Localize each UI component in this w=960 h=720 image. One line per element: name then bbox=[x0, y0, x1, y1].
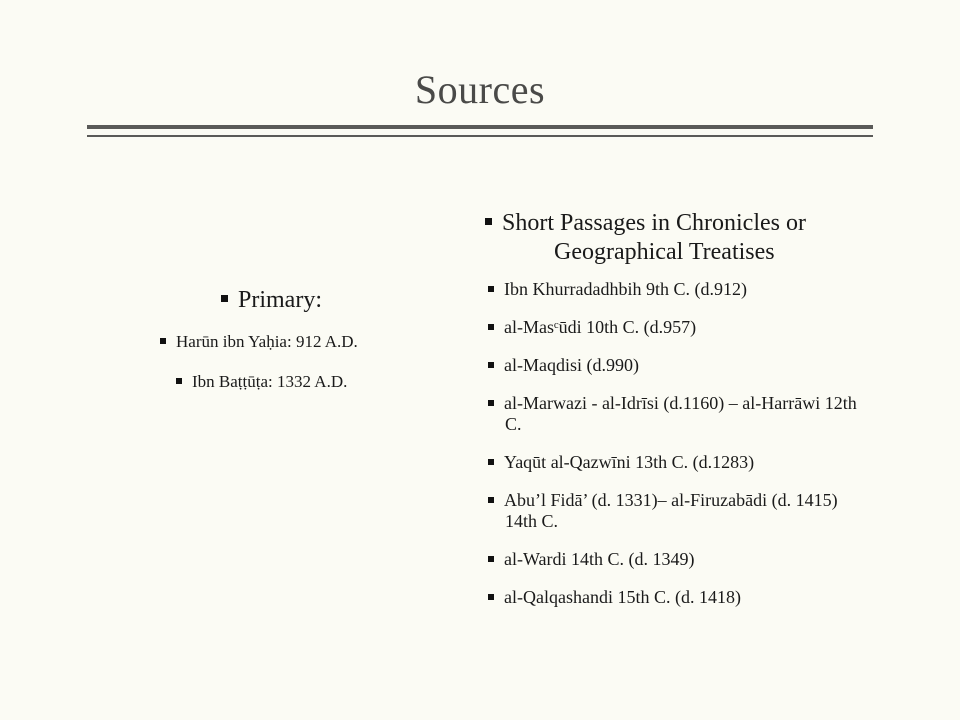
square-bullet-icon bbox=[488, 556, 494, 562]
secondary-heading-line1: Short Passages in Chronicles or bbox=[502, 210, 806, 236]
primary-item bbox=[176, 372, 347, 392]
list-item bbox=[488, 452, 868, 473]
list-item bbox=[488, 317, 868, 338]
square-bullet-icon bbox=[221, 295, 228, 302]
list-item-text: al-Maqdisi (d.990) bbox=[504, 355, 639, 375]
primary-item bbox=[160, 332, 358, 352]
title-rule-thin bbox=[87, 135, 873, 137]
square-bullet-icon bbox=[488, 459, 494, 465]
primary-item-text: Harūn ibn Yaḥia: 912 A.D. bbox=[176, 332, 358, 351]
primary-heading bbox=[221, 287, 322, 314]
slide-title: Sources bbox=[414, 67, 546, 112]
primary-item-text: Ibn Baṭṭūṭa: 1332 A.D. bbox=[192, 372, 348, 391]
list-item-text: Ibn Khurradadhbih 9th C. (d.912) bbox=[504, 279, 747, 299]
list-item bbox=[488, 549, 868, 570]
square-bullet-icon bbox=[488, 594, 494, 600]
list-item bbox=[488, 587, 868, 608]
list-item-text: al-Wardi 14th C. (d. 1349) bbox=[504, 549, 695, 569]
list-item bbox=[488, 279, 868, 300]
square-bullet-icon bbox=[488, 286, 494, 292]
square-bullet-icon bbox=[160, 338, 166, 344]
list-item bbox=[488, 490, 868, 532]
square-bullet-icon bbox=[485, 218, 492, 225]
list-item-text: al-Masᶜūdi 10th C. (d.957) bbox=[504, 317, 697, 337]
square-bullet-icon bbox=[488, 400, 494, 406]
secondary-heading bbox=[485, 209, 885, 267]
secondary-list bbox=[488, 279, 868, 625]
list-item-text: al-Marwazi - al-Idrīsi (d.1160) – al-Harrāwi 12th C. bbox=[504, 393, 857, 434]
square-bullet-icon bbox=[488, 324, 494, 330]
list-item-text: Yaqūt al-Qazwīni 13th C. (d.1283) bbox=[504, 452, 755, 472]
list-item-text: Abu’l Fidā’ (d. 1331)– al-Firuzabādi (d. 1415) 14th C. bbox=[504, 490, 838, 531]
square-bullet-icon bbox=[176, 378, 182, 384]
square-bullet-icon bbox=[488, 497, 494, 503]
primary-heading-label: Primary: bbox=[238, 287, 322, 313]
list-item-text: al-Qalqashandi 15th C. (d. 1418) bbox=[504, 587, 741, 607]
title-rule-thick bbox=[87, 125, 873, 129]
list-item bbox=[488, 393, 868, 435]
list-item bbox=[488, 355, 868, 376]
secondary-heading-line2: Geographical Treatises bbox=[554, 239, 775, 265]
square-bullet-icon bbox=[488, 362, 494, 368]
